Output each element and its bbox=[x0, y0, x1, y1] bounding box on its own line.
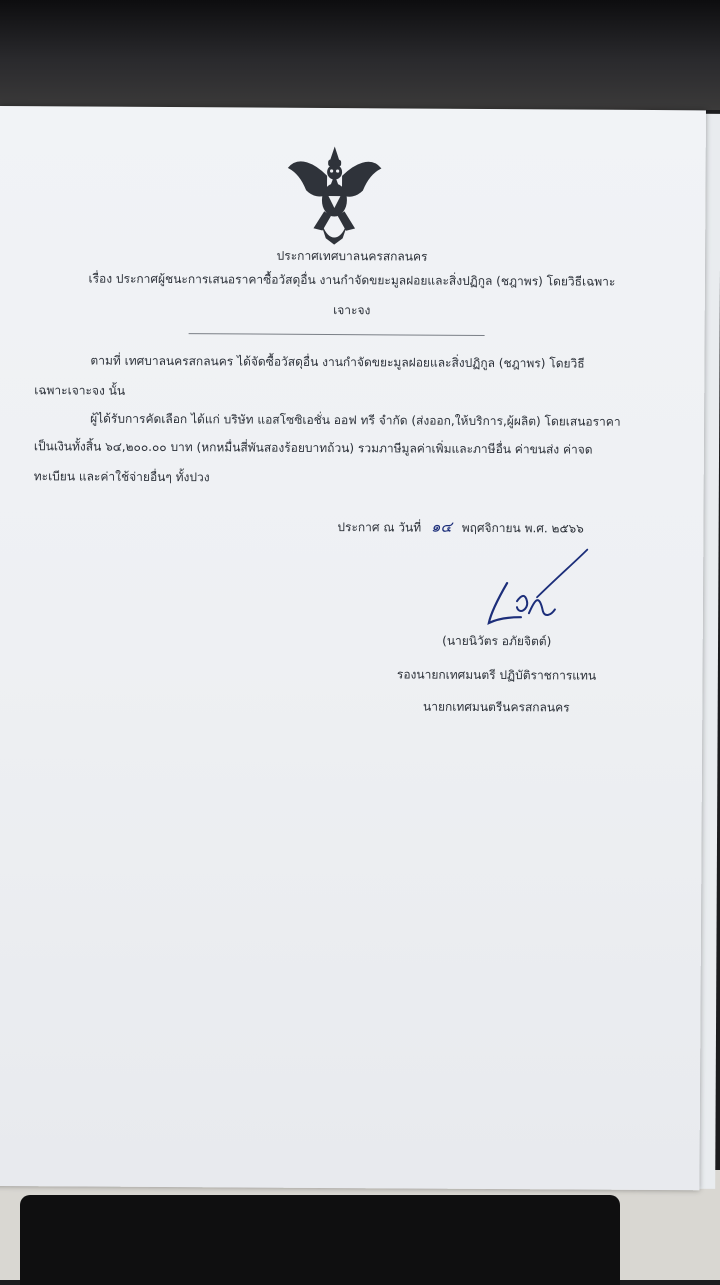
document-subject-line1: เรื่อง ประกาศผู้ชนะการเสนอราคาซื้อวัสดุอื่น งานกำจัดขยะมูลฝอยและสิ่งปฏิกูล (ชฎาพร) โดยวิธีเฉพาะ bbox=[88, 271, 616, 289]
document-subject-line2: เจาะจง bbox=[333, 303, 371, 318]
date-day: ๑๔ bbox=[430, 517, 452, 536]
date-month-year: พฤศจิกายน พ.ศ. ๒๕๖๖ bbox=[461, 520, 584, 536]
foreground-shadow bbox=[20, 1195, 620, 1285]
paragraph2-line2: เป็นเงินทั้งสิ้น ๖๔,๒๐๐.๐๐ บาท (หกหมื่นสี่พันสองร้อยบาทถ้วน) รวมภาษีมูลค่าเพิ่มและภาษีอื่น ค่าขนส่ง ค่าจด bbox=[33, 439, 593, 457]
signer-title-line1: รองนายกเทศมนตรี ปฏิบัติราชการแทน bbox=[396, 667, 597, 683]
announcement-date bbox=[337, 518, 583, 537]
signer-name: (นายนิวัตร อภัยจิตต์) bbox=[442, 633, 552, 649]
document-page bbox=[0, 106, 706, 1190]
paragraph2-line3: ทะเบียน และค่าใช้จ่ายอื่นๆ ทั้งปวง bbox=[33, 469, 210, 485]
signature bbox=[477, 543, 598, 630]
background-top bbox=[0, 0, 720, 110]
document-office-title: ประกาศเทศบาลนครสกลนคร bbox=[276, 248, 428, 264]
paragraph1-line2: เฉพาะเจาะจง นั้น bbox=[34, 383, 126, 398]
signer-title-line2: นายกเทศมนตรีนครสกลนคร bbox=[423, 699, 570, 715]
date-prefix: ประกาศ ณ วันที่ bbox=[337, 520, 422, 535]
garuda-emblem-icon bbox=[284, 146, 385, 247]
paragraph1-line1: ตามที่ เทศบาลนครสกลนคร ได้จัดซื้อวัสดุอื่น งานกำจัดขยะมูลฝอยและสิ่งปฏิกูล (ชฎาพร) โดยวิธี bbox=[90, 353, 585, 371]
paragraph2-line1: ผู้ได้รับการคัดเลือก ได้แก่ บริษัท แอสโซซิเอชั่น ออฟ ทรี จำกัด (ส่งออก,ให้บริการ,ผู้ผลิต) โดยเสนอราคา bbox=[90, 411, 621, 429]
title-divider bbox=[189, 333, 485, 336]
